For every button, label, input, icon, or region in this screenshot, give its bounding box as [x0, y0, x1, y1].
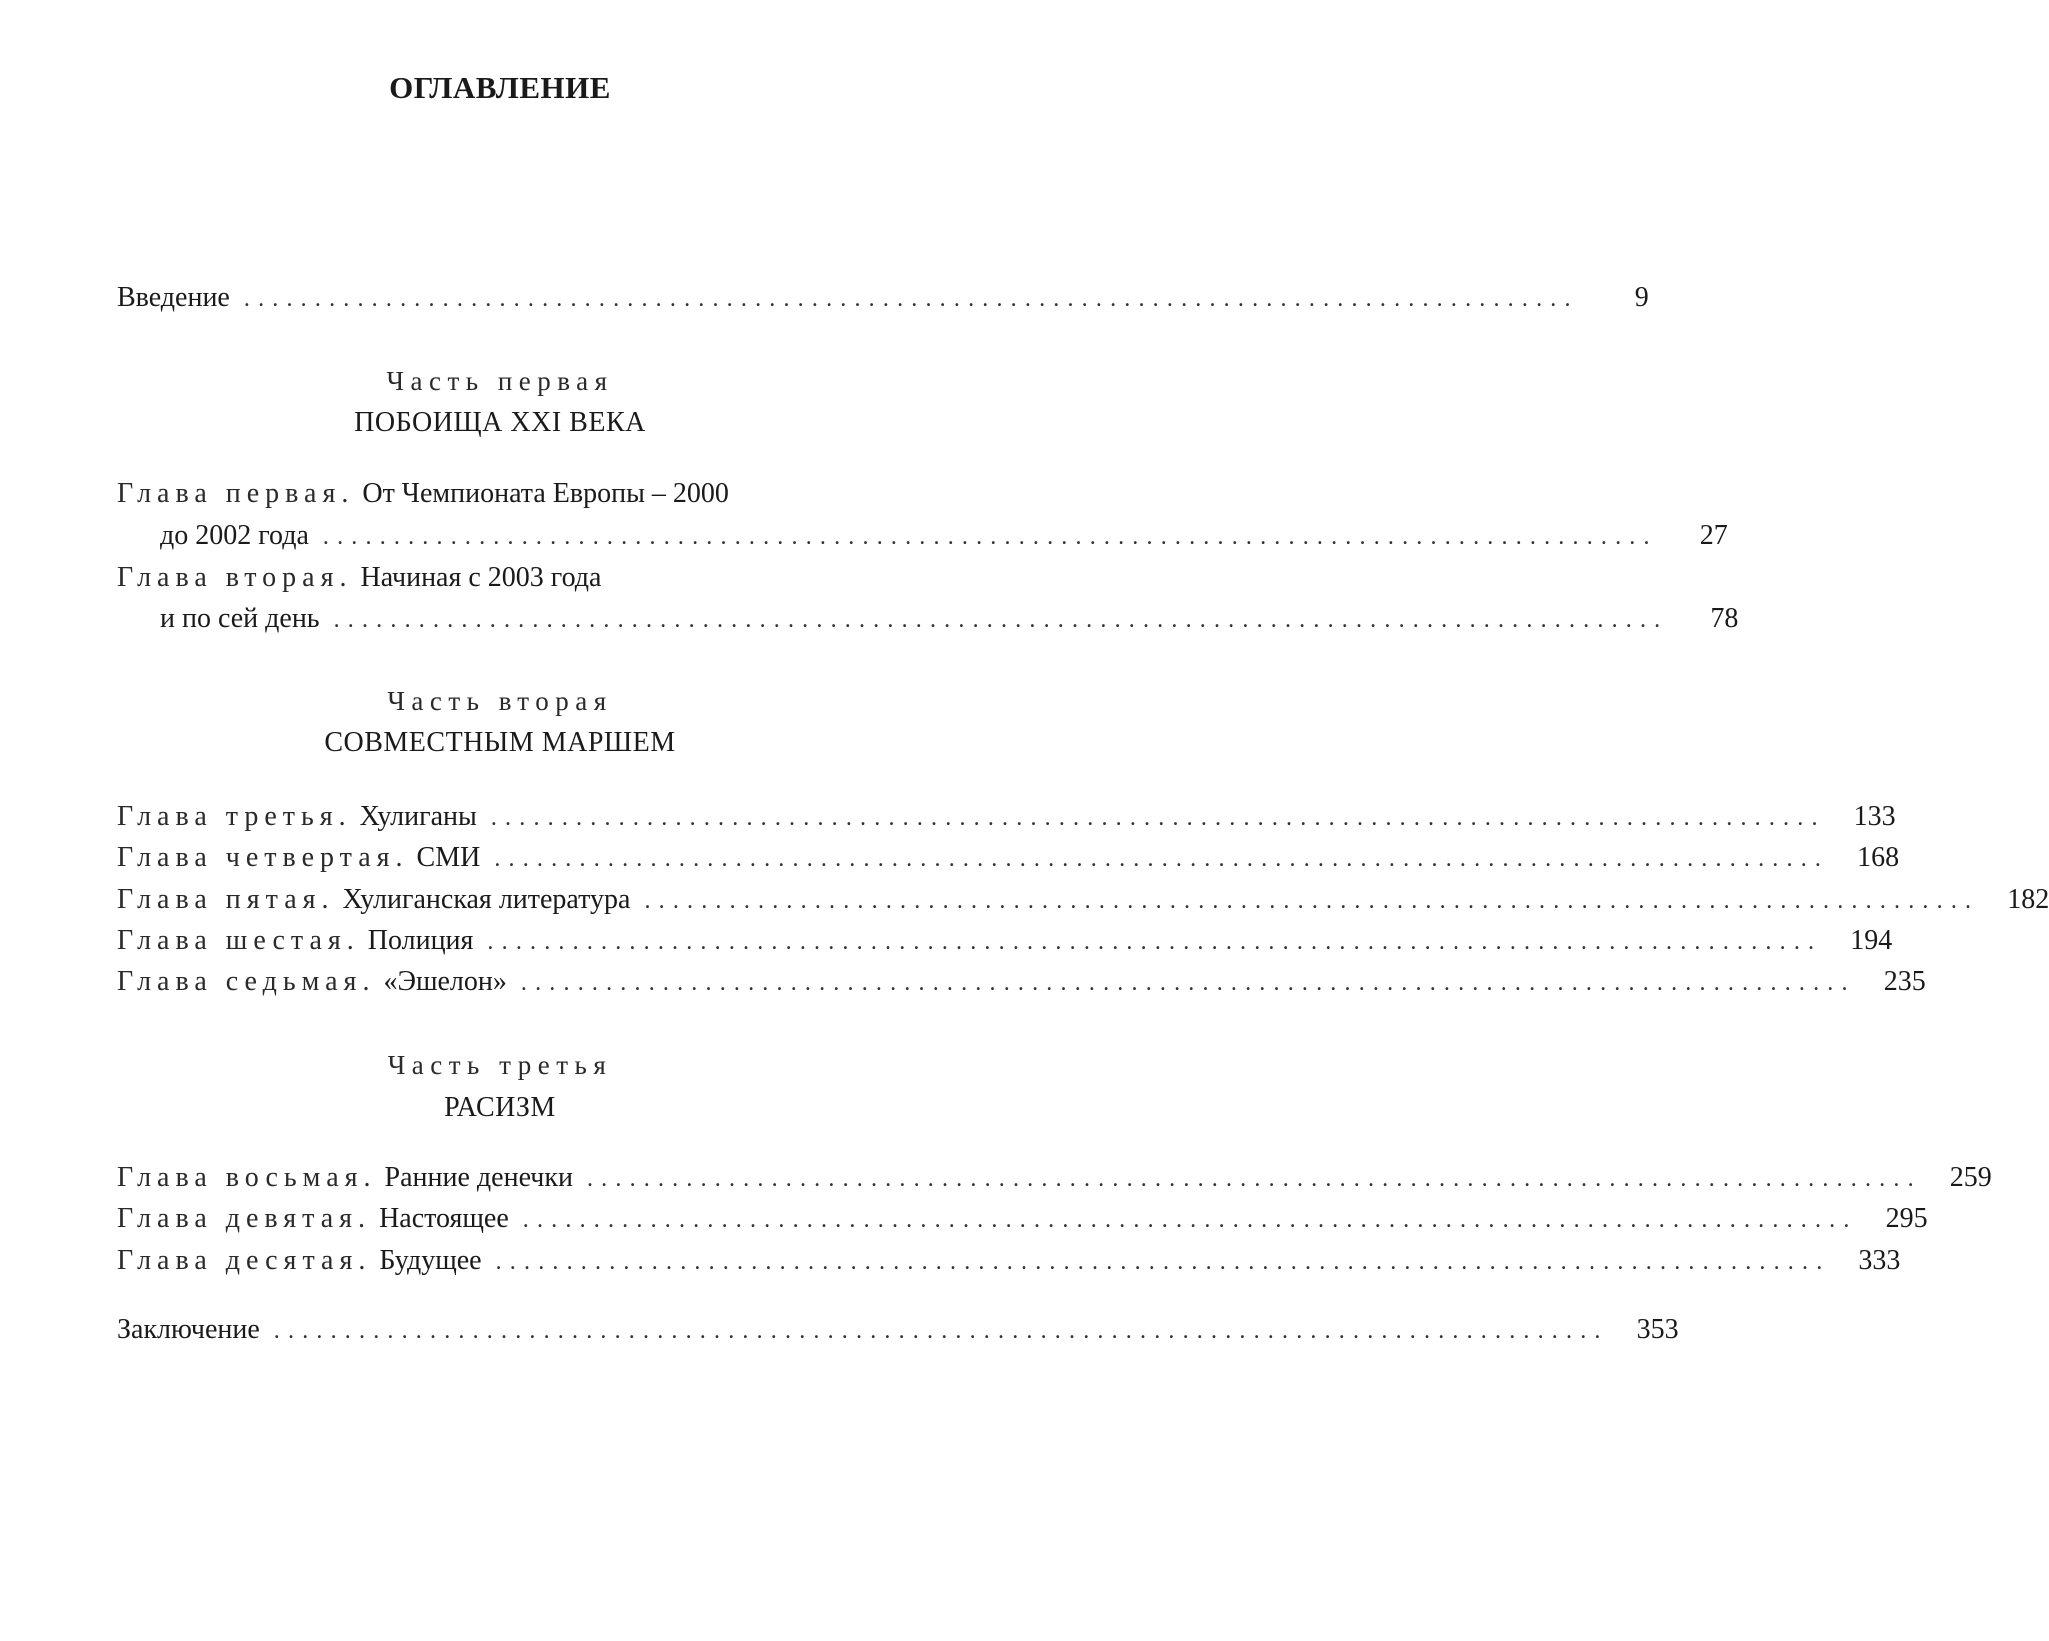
toc-entry-chapter-8[interactable] — [117, 1158, 1992, 1198]
toc-entry-chapter-1-continuation[interactable] — [160, 516, 1728, 556]
chapter-name: От Чемпионата Европы – 2000 — [362, 478, 729, 509]
chapter-word: Глава восьмая. — [117, 1162, 377, 1193]
dot-leader: .............................................................................................. — [520, 970, 1856, 996]
chapter-word: Глава вторая. — [117, 562, 353, 593]
toc-entry-chapter-9[interactable] — [117, 1199, 1928, 1239]
toc-entry-chapter-6[interactable] — [117, 921, 1893, 961]
chapter-word: Глава десятая. — [117, 1245, 372, 1276]
chapter-name-continuation: и по сей день — [160, 603, 320, 634]
chapter-name: Ранние денечки — [384, 1162, 573, 1193]
dot-leader: .............................................................................................. — [487, 929, 1823, 955]
toc-entry-chapter-10[interactable] — [117, 1241, 1901, 1281]
dot-leader: .............................................................................................. — [494, 846, 1830, 872]
page-number: 333 — [1858, 1245, 1901, 1276]
toc-entry-chapter-2-continuation[interactable] — [160, 599, 1739, 639]
page-number: 353 — [1636, 1314, 1679, 1345]
page-number: 27 — [1699, 520, 1728, 551]
page-number: 194 — [1850, 925, 1893, 956]
page-number: 235 — [1883, 966, 1926, 997]
chapter-word: Глава первая. — [117, 478, 355, 509]
toc-entry-conclusion[interactable] — [117, 1310, 1679, 1350]
entry-label: Введение — [117, 282, 230, 313]
toc-entry-chapter-1[interactable] — [117, 474, 887, 514]
page-number: 9 — [1634, 282, 1649, 313]
chapter-word: Глава шестая. — [117, 925, 360, 956]
chapter-word: Глава девятая. — [117, 1203, 372, 1234]
dot-leader: .............................................................................................. — [522, 1207, 1858, 1233]
part-title: ПОБОИЩА XXI ВЕКА — [354, 407, 646, 438]
chapter-word: Глава седьмая. — [117, 966, 376, 997]
chapter-name: Настоящее — [379, 1203, 509, 1234]
chapter-name: Будущее — [379, 1245, 482, 1276]
page-number: 259 — [1949, 1162, 1992, 1193]
dot-leader: .............................................................................................. — [333, 607, 1669, 633]
toc-entry-chapter-4[interactable] — [117, 838, 1900, 878]
part-title: РАСИЗМ — [444, 1092, 556, 1123]
page-number: 133 — [1853, 801, 1896, 832]
part-label: Часть вторая — [387, 686, 613, 716]
page-title: ОГЛАВЛЕНИЕ — [389, 70, 611, 105]
dot-leader: .............................................................................................. — [273, 1318, 1609, 1344]
dot-leader: .............................................................................................. — [490, 805, 1826, 831]
dot-leader: .............................................................................................. — [243, 286, 1579, 312]
dot-leader: .............................................................................................. — [586, 1166, 1922, 1192]
chapter-word: Глава третья. — [117, 801, 352, 832]
chapter-name: Начиная с 2003 года — [360, 562, 602, 593]
dot-leader: .............................................................................................. — [322, 524, 1658, 550]
dot-leader: .............................................................................................. — [644, 888, 1980, 914]
page-number: 182 — [2007, 884, 2049, 915]
chapter-name: Хулиганская литература — [342, 884, 631, 915]
part-label: Часть первая — [386, 366, 614, 396]
toc-entry-chapter-3[interactable] — [117, 797, 1896, 837]
chapter-name: Хулиганы — [359, 801, 477, 832]
toc-entry-chapter-5[interactable] — [117, 880, 2049, 920]
entry-label: Заключение — [117, 1314, 260, 1345]
chapter-name: «Эшелон» — [383, 966, 507, 997]
page-number: 168 — [1857, 842, 1900, 873]
page-number: 295 — [1885, 1203, 1928, 1234]
toc-entry-introduction[interactable] — [117, 278, 1649, 318]
chapter-word: Глава пятая. — [117, 884, 335, 915]
page-number: 78 — [1710, 603, 1739, 634]
chapter-word: Глава четвертая. — [117, 842, 409, 873]
chapter-name: СМИ — [416, 842, 481, 873]
dot-leader: .............................................................................................. — [495, 1249, 1831, 1275]
toc-entry-chapter-2[interactable] — [117, 558, 887, 598]
toc-entry-chapter-7[interactable] — [117, 962, 1926, 1002]
part-title: СОВМЕСТНЫМ МАРШЕМ — [324, 727, 676, 758]
chapter-name: Полиция — [367, 925, 474, 956]
part-label: Часть третья — [387, 1050, 613, 1080]
chapter-name-continuation: до 2002 года — [160, 520, 309, 551]
